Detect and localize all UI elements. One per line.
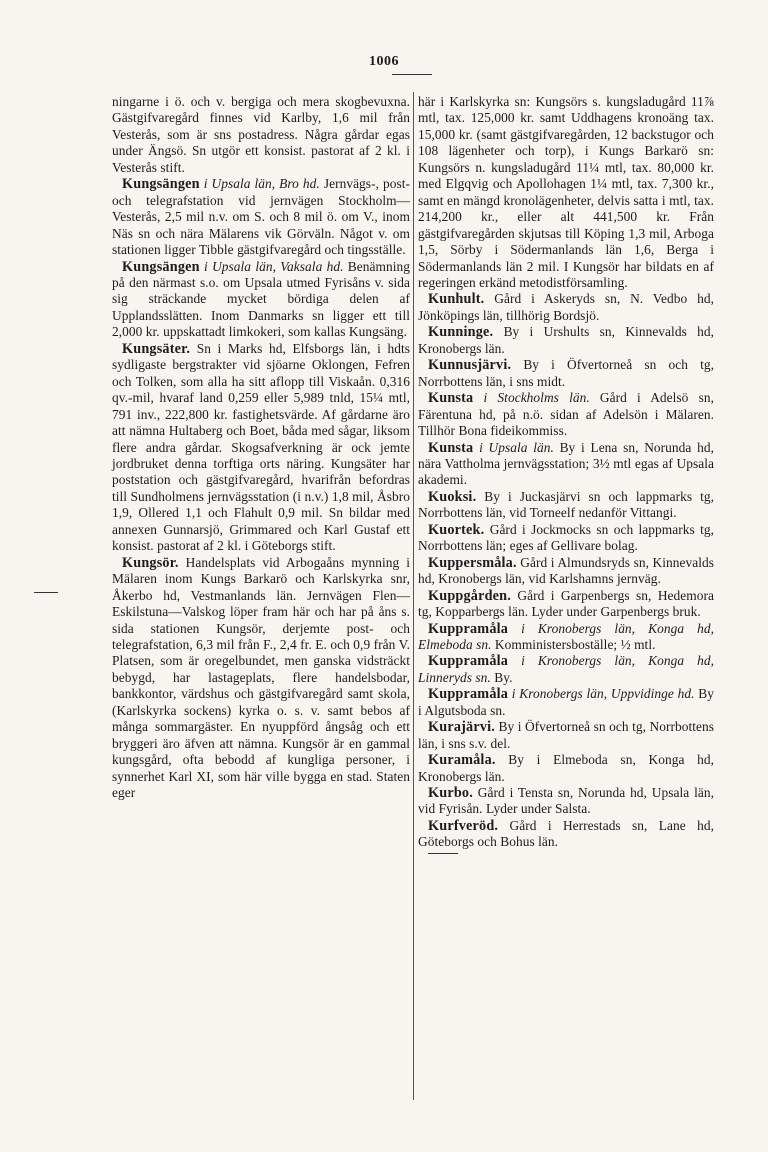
entry-kuoksi bbox=[418, 489, 714, 522]
headword: Kuppramåla bbox=[428, 653, 509, 670]
headword: Kunninge. bbox=[428, 324, 494, 341]
entry-kuramala bbox=[418, 752, 714, 785]
entry-kuppramala-elmeboda bbox=[418, 621, 714, 654]
entry-kunsta-stockholm bbox=[418, 390, 714, 439]
region: i Upsala län, Vaksala hd. bbox=[204, 258, 344, 274]
headword: Kunnusjärvi. bbox=[428, 357, 512, 374]
entry-text: By i Lena sn, Norunda hd, nära Vattholma jernvägsstation; 3½ mtl egas af Upsala akademi. bbox=[418, 439, 714, 488]
headword: Kungsängen bbox=[122, 176, 200, 193]
headword: Kunsta bbox=[428, 390, 474, 407]
headword: Kuoksi. bbox=[428, 488, 477, 505]
entry-kurfverod bbox=[418, 818, 714, 851]
region: i Upsala län. bbox=[479, 439, 554, 455]
headword: Kuppgården. bbox=[428, 587, 512, 604]
region: i Upsala län, Bro hd. bbox=[203, 176, 320, 192]
entry-kurajarvi bbox=[418, 719, 714, 752]
right-column bbox=[418, 94, 714, 854]
entry-text: By i Juckasjärvi sn och lappmarks tg, Norrbottens län, vid Torneelf nedanför Vittangi. bbox=[418, 488, 714, 521]
headword: Kungsör. bbox=[122, 554, 179, 571]
region: i Stockholms län. bbox=[483, 390, 590, 406]
entry-text: Gård i Herrestads sn, Lane hd, Göteborgs och Bohus län. bbox=[418, 817, 714, 850]
entry-kungsater bbox=[112, 341, 410, 555]
entry-kungsor bbox=[112, 555, 410, 802]
entry-text: Gård i Askeryds sn, N. Vedbo hd, Jönköpings län, tillhörig Bordsjö. bbox=[418, 291, 714, 323]
entry-kunsta-upsala bbox=[418, 440, 714, 489]
entry-text: Handelsplats vid Arbogaåns mynning i Mälaren inom Kungs Barkarö och Karlskyrka snr, Åkerbo hd, Vestmanlands län. Jernvägen Flen—Eskilstuna—Valskog löper fram här och har på åns s. sida stationen Kungsör, derjemte post- och telegrafstation, 6,3 mil från F., 2,4 fr. E. och 0,9 från V. Platsen, som är oregelbundet, men ganska vidsträckt bebygd, har lastageplats, flere handelsbodar, bankkontor, värdshus och gästgifvaregård samt skola, (Karlskyrka sockens) kyrka o. s. v. samt bebos af många sommargäster. En nyuppförd ångsåg och ett bryggeri äro äfven att nämna. Kungsör är en gammal kungsgård, ofta bebodd af kungliga personer, i synnerhet Karl XI, som här ville bygga en stad. Staten eger bbox=[112, 554, 410, 801]
entry-text: Gård i Garpenbergs sn, Hedemora tg, Kopparbergs län. Lyder under Garpenbergs bruk. bbox=[418, 587, 714, 620]
entry-text: Gård i Almundsryds sn, Kinnevalds hd, Kronobergs län, vid Karlshamns jernväg. bbox=[418, 554, 715, 587]
entry-continuation: ningarne i ö. och v. bergiga och mera skogbevuxna. Gästgifvaregård finnes vid Karlby, 1,6 mil från Vesterås, som är sns postadress. Några gårdar egas under Ängsö. Sn utgör ett konsist. pastorat af 2 kl. i Vesterås stift. bbox=[112, 94, 410, 175]
entry-kunninge bbox=[418, 324, 714, 357]
entry-kunnusjarvi bbox=[418, 357, 714, 390]
headword: Kurajärvi. bbox=[428, 719, 496, 736]
entry-kuppgarden bbox=[418, 588, 714, 621]
entry-kuppramala-linneryd bbox=[418, 653, 714, 686]
entry-kungsangen-bro bbox=[112, 176, 410, 258]
headword: Kurbo. bbox=[428, 785, 473, 802]
headword: Kungsängen bbox=[122, 258, 200, 275]
entry-kunhult bbox=[418, 291, 714, 324]
headword: Kungsäter. bbox=[122, 340, 191, 357]
headword: Kuramåla. bbox=[428, 752, 496, 769]
headword: Kuortek. bbox=[428, 521, 485, 538]
entry-kurbo bbox=[418, 785, 714, 818]
headword: Kunhult. bbox=[428, 291, 485, 308]
header-rule bbox=[392, 74, 432, 75]
margin-mark bbox=[34, 592, 58, 593]
entry-text: Benämning på den närmast s.o. om Upsala utmed Fyrisåns v. sida sig sträckande mycket bördiga delen af Upplandsslätten. Inom Danmarks sn ligger ett till 2,000 kr. uppskattadt limkokeri, som kallas Kungsäng. bbox=[112, 258, 410, 340]
headword: Kurfveröd. bbox=[428, 817, 499, 834]
entry-text: Sn i Marks hd, Elfsborgs län, i hdts sydligaste bergstrakter vid sjöarne Oklongen, Fefren och Tolken, som alla ha sitt aflopp till Viskaån. 0,316 qv.-mil, hvaraf land 0,259 eller 5,989 tnld, 15¼ mtl, 791 inv., 222,800 kr. fastighetsvärde. Af gårdarne äro att nämna Hultaberg och Boet, båda med sågar, liksom flere andra gårdar. Skogsafverkning är ock jemte jordbruket denna torftiga orts näring. Kungsäter har poststation och gästgifvaregård, hvarifrån befordras till Sundholmens jernvägsstation (i n.v.) 1,8 mil, Åsbro 1,9, Ollered 1,1 och Flahult 0,9 mil. Sn bildar med annexen Gunnarsjö, Grimmared och Karl Gustaf ett konsist. pastorat af 2 kl. i Göteborgs stift. bbox=[112, 340, 410, 554]
entry-kungsangen-vaksala bbox=[112, 259, 410, 341]
entry-text: By i Elmeboda sn, Konga hd, Kronobergs län. bbox=[418, 752, 714, 784]
entry-continuation: här i Karlskyrka sn: Kungsörs s. kungsladugård 11⅞ mtl, tax. 125,000 kr. samt Uddhagens kronoäng tax. 15,000 kr. (samt gästgifvaregården, 12 backstugor och 108 lägenheter och torp), i Kungs Barkarö sn: Kungsörs n. kungsladugård 11¼ mtl, tax. 80,000 kr. med Elgqvig och Apollohagen 1¼ mtl, tax. 7,300 kr., samt en mängd kronolägenheter, delvis satta i mtl, tax. 214,200 kr., eller alt 441,500 kr. Från gästgifvaregården skjutsas till Köping 1,3 mil, Arboga 1,5, Sörby i Södermanlands län 1,6, Berga i Södermanlands län 2 mil. I Kungsör har bildats en af regeringen erkänd metodistförsamling. bbox=[418, 94, 714, 290]
region: i Kronobergs län, Konga hd, Linneryds sn. bbox=[418, 653, 714, 685]
region: i Kronobergs län, Uppvidinge hd. bbox=[511, 686, 695, 702]
headword: Kuppramåla bbox=[428, 620, 509, 637]
entry-kuppersmala bbox=[418, 555, 714, 588]
left-column bbox=[112, 94, 410, 801]
entry-text: By. bbox=[494, 669, 513, 685]
entry-text: Gård i Jockmocks sn och lappmarks tg, Norrbottens län; eges af Gellivare bolag. bbox=[418, 521, 714, 554]
region: i Kronobergs län, Konga hd, Elmeboda sn. bbox=[418, 620, 714, 652]
entry-kuppramala-uppvidinge bbox=[418, 686, 714, 719]
headword: Kuppersmåla. bbox=[428, 554, 517, 571]
entry-text: By i Öfvertorneå sn och tg, Norrbottens län, i sns s.v. del. bbox=[418, 719, 714, 751]
headword: Kuppramåla bbox=[428, 686, 509, 703]
column-divider bbox=[413, 92, 414, 1100]
headword: Kunsta bbox=[428, 439, 474, 456]
entry-text: By i Urshults sn, Kinnevalds hd, Kronobergs län. bbox=[418, 324, 714, 356]
entry-text: Gård i Adelsö sn, Färentuna hd, på n.ö. sidan af Adelsön i Mälaren. Tillhör Bona fideikommiss. bbox=[418, 390, 714, 439]
entry-text: By i Algutsboda sn. bbox=[418, 686, 715, 718]
entry-text: Komministersboställe; ½ mtl. bbox=[494, 636, 656, 652]
entry-text: By i Öfvertorneå sn och tg, Norrbottens län, i sns midt. bbox=[418, 357, 714, 389]
entry-text: Gård i Tensta sn, Norunda hd, Upsala län, vid Fyrisån. Lyder under Salsta. bbox=[418, 785, 714, 817]
end-rule bbox=[428, 853, 458, 854]
page-number: 1006 bbox=[369, 54, 399, 69]
entry-text: Jernvägs-, post- och telegrafstation vid jernvägen Stockholm—Vesterås, 2,5 mil n.v. om S. och 8 mil ö. om V., inom Näs sn och nära Mälarens vik Görväln. Något v. om stationen ligger Tibble gästgifvaregård och tingsställe. bbox=[112, 176, 411, 258]
entry-kuortek bbox=[418, 522, 714, 555]
